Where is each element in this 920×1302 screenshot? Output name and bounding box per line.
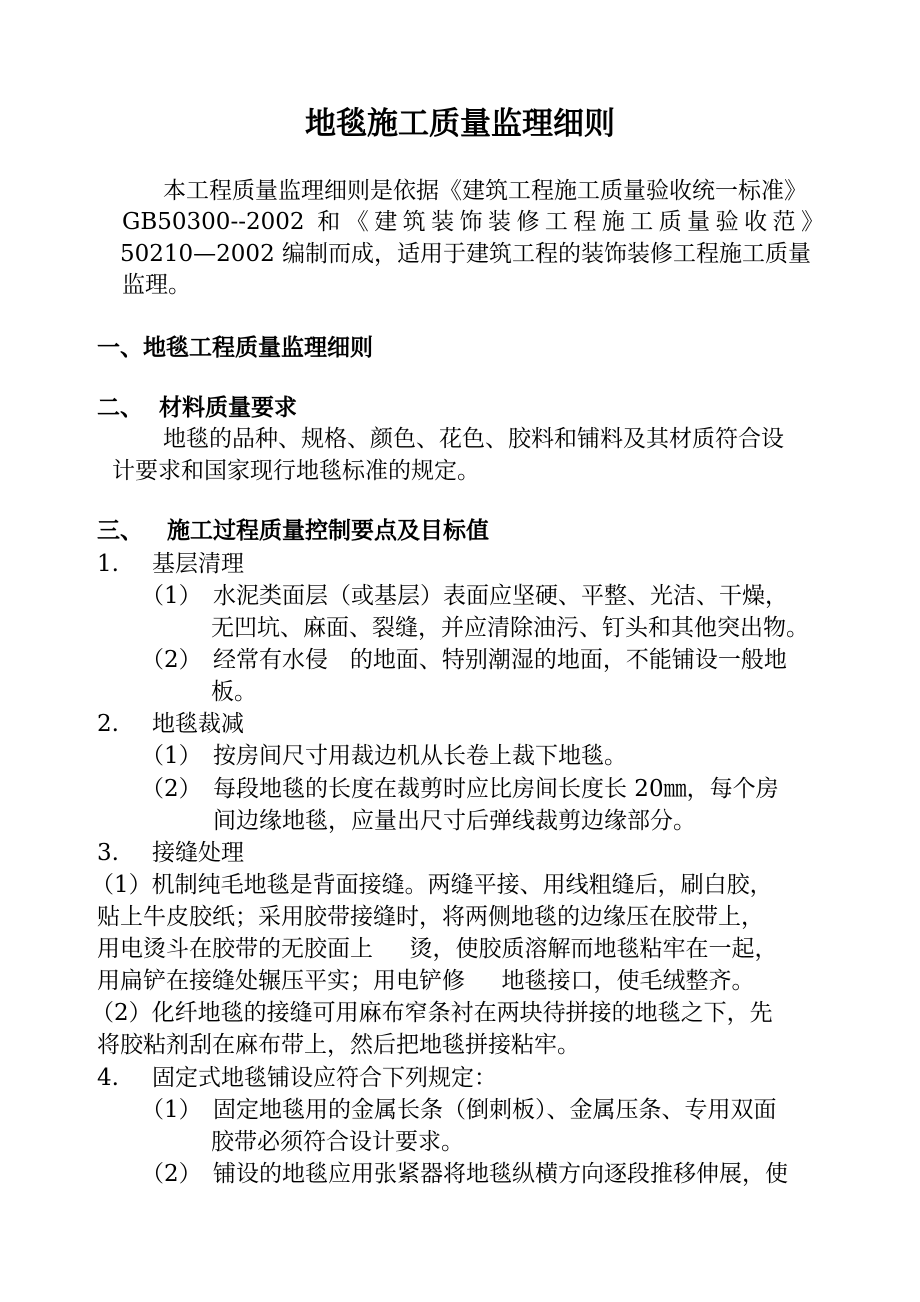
- subitem-continuation: 板。: [211, 679, 257, 705]
- subitem-text: 每段地毯的长度在裁剪时应比房间长度长 20㎜，每个房: [213, 776, 779, 802]
- paragraph-line: （2）化纤地毯的接缝可用麻布窄条衬在两块待拼接的地毯之下，先: [91, 1000, 773, 1026]
- subitem-continuation: 无凹坑、麻面、裂缝，并应清除油污、钉头和其他突出物。: [211, 615, 809, 641]
- subitem-text: 固定地毯用的金属长条（倒刺板）、金属压条、专用双面: [213, 1097, 777, 1123]
- item-text: 基层清理: [152, 551, 244, 577]
- item-number: 2.: [97, 711, 119, 737]
- subitem-text: 经常有水侵 的地面、特别潮湿的地面，不能铺设一般地: [213, 647, 787, 673]
- subitem-number: （1）: [141, 583, 202, 609]
- subitem-text: 铺设的地毯应用张紧器将地毯纵横方向逐段推移伸展，使: [213, 1161, 788, 1187]
- section1-heading: 一、地毯工程质量监理细则: [97, 334, 373, 361]
- paragraph-line: 用扁铲在接缝处辗压平实；用电铲修 地毯接口，使毛绒整齐。: [97, 968, 755, 994]
- intro-line-3: 50210—2002 编制而成，适用于建筑工程的装饰装修工程施工质量: [120, 241, 812, 267]
- subitem-number: （2）: [141, 1161, 202, 1187]
- section2-body-1: 地毯的品种、规格、颜色、花色、胶料和铺料及其材质符合设: [163, 426, 784, 452]
- item-number: 1.: [97, 551, 119, 577]
- page-title: 地毯施工质量监理细则: [305, 106, 615, 142]
- subitem-number: （1）: [141, 743, 202, 769]
- item-text: 固定式地毯铺设应符合下列规定：: [152, 1065, 497, 1091]
- subitem-text: 按房间尺寸用裁边机从长卷上裁下地毯。: [213, 743, 627, 769]
- paragraph-line: 贴上牛皮胶纸；采用胶带接缝时，将两侧地毯的边缘压在胶带上，: [97, 904, 764, 930]
- subitem-text: 水泥类面层（或基层）表面应坚硬、平整、光洁、干燥，: [213, 583, 788, 609]
- item-text: 接缝处理: [152, 840, 244, 866]
- paragraph-line: 将胶粘剂刮在麻布带上，然后把地毯拼接粘牢。: [97, 1032, 580, 1058]
- subitem-number: （1）: [141, 1097, 202, 1123]
- item-number: 4.: [97, 1065, 119, 1091]
- intro-line-2: GB50300--2002 和《建筑装饰装修工程施工质量验收范》: [122, 209, 824, 235]
- subitem-continuation: 间边缘地毯，应量出尺寸后弹线裁剪边缘部分。: [213, 808, 696, 834]
- subitem-continuation: 胶带必须符合设计要求。: [211, 1129, 464, 1155]
- paragraph-line: 用电烫斗在胶带的无胶面上 烫，使胶质溶解而地毯粘牢在一起，: [97, 936, 778, 962]
- section2-heading: 二、 材料质量要求: [97, 394, 298, 421]
- section2-body-2: 计要求和国家现行地毯标准的规定。: [112, 458, 480, 484]
- intro-line-1: 本工程质量监理细则是依据《建筑工程施工质量验收统一标准》: [163, 178, 807, 204]
- subitem-number: （2）: [141, 647, 202, 673]
- paragraph-line: （1）机制纯毛地毯是背面接缝。两缝平接、用线粗缝后，刷白胶，: [91, 872, 773, 898]
- item-number: 3.: [97, 840, 119, 866]
- item-text: 地毯裁减: [152, 711, 244, 737]
- section3-heading: 三、 施工过程质量控制要点及目标值: [97, 517, 490, 544]
- intro-line-4: 监理。: [122, 272, 191, 298]
- subitem-number: （2）: [141, 776, 202, 802]
